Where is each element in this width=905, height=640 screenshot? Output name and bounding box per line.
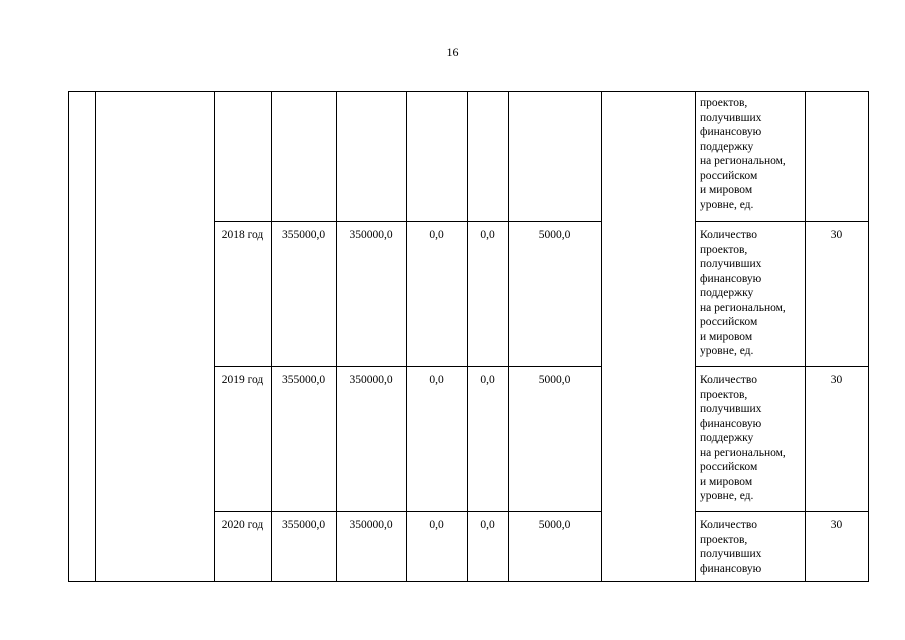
indicator-line: поддержку (700, 140, 754, 153)
column-border (868, 91, 869, 582)
total-cell: 355000,0 (281, 519, 326, 531)
column-border (406, 91, 407, 582)
indicator-line: на региональном, (700, 446, 786, 459)
total-cell: 355000,0 (281, 229, 326, 241)
amount-cell: 5000,0 (538, 519, 571, 531)
indicator-line: получивших (700, 548, 762, 560)
indicator-cell (700, 518, 761, 576)
indicator-line: Количество (700, 519, 757, 531)
indicator-line: Количество (700, 229, 757, 241)
indicator-line: финансовую (700, 126, 762, 138)
indicator-line: и мировом (700, 475, 753, 488)
indicator-fragment-cell (700, 96, 786, 212)
column-border (271, 91, 272, 582)
indicator-line: российском (700, 316, 758, 328)
column-border (508, 91, 509, 582)
indicator-line: поддержку (700, 287, 754, 299)
indicator-line: российском (700, 169, 758, 182)
column-border (467, 91, 468, 582)
row-separator (214, 511, 602, 512)
indicator-line: уровне, ед. (700, 490, 754, 502)
indicator-line: на региональном, (700, 301, 786, 314)
row-separator (695, 221, 869, 222)
amount-cell: 0,0 (429, 374, 444, 386)
indicator-line: проектов, (700, 388, 748, 401)
row-separator (695, 511, 869, 512)
indicator-line: получивших (700, 403, 762, 415)
amount-cell: 0,0 (429, 519, 444, 531)
column-border (68, 91, 69, 582)
indicator-line: российском (700, 461, 758, 473)
indicator-line: получивших (700, 258, 762, 270)
row-separator (214, 366, 602, 367)
amount-cell: 350000,0 (349, 374, 393, 386)
amount-cell: 0,0 (480, 374, 495, 386)
year-cell: 2019 год (221, 374, 264, 386)
amount-cell: 0,0 (429, 229, 444, 241)
indicator-line: уровне, ед. (700, 345, 754, 357)
column-border (695, 91, 696, 582)
indicator-line: проектов, (700, 533, 748, 546)
value-cell: 30 (830, 519, 843, 531)
indicator-line: Количество (700, 374, 757, 386)
indicator-line: поддержку (700, 432, 754, 444)
indicator-line: проектов, (700, 243, 748, 256)
indicator-cell (700, 228, 786, 359)
indicator-line: финансовую (700, 272, 762, 285)
row-separator (695, 366, 869, 367)
column-border (214, 91, 215, 582)
amount-cell: 5000,0 (538, 229, 571, 241)
indicator-cell (700, 373, 786, 504)
value-cell: 30 (830, 374, 843, 386)
year-cell: 2020 год (221, 519, 264, 531)
amount-cell: 350000,0 (349, 519, 393, 531)
indicator-line: финансовую (700, 562, 762, 575)
column-border (95, 91, 96, 582)
value-cell: 30 (830, 229, 843, 241)
table-bottom-border (68, 581, 869, 582)
total-cell: 355000,0 (281, 374, 326, 386)
indicator-line: получивших (700, 111, 762, 124)
indicator-line: и мировом (700, 184, 753, 196)
indicator-line: уровне, ед. (700, 198, 754, 211)
indicator-line: проектов, (700, 97, 748, 109)
column-border (601, 91, 602, 582)
row-separator (214, 221, 602, 222)
indicator-line: на региональном, (700, 155, 786, 167)
column-border (336, 91, 337, 582)
amount-cell: 0,0 (480, 519, 495, 531)
table-top-border (68, 91, 869, 92)
amount-cell: 0,0 (480, 229, 495, 241)
indicator-line: финансовую (700, 417, 762, 430)
amount-cell: 5000,0 (538, 374, 571, 386)
indicator-line: и мировом (700, 330, 753, 343)
page-number: 16 (446, 45, 459, 59)
column-border (805, 91, 806, 582)
year-cell: 2018 год (221, 229, 264, 241)
amount-cell: 350000,0 (349, 229, 393, 241)
